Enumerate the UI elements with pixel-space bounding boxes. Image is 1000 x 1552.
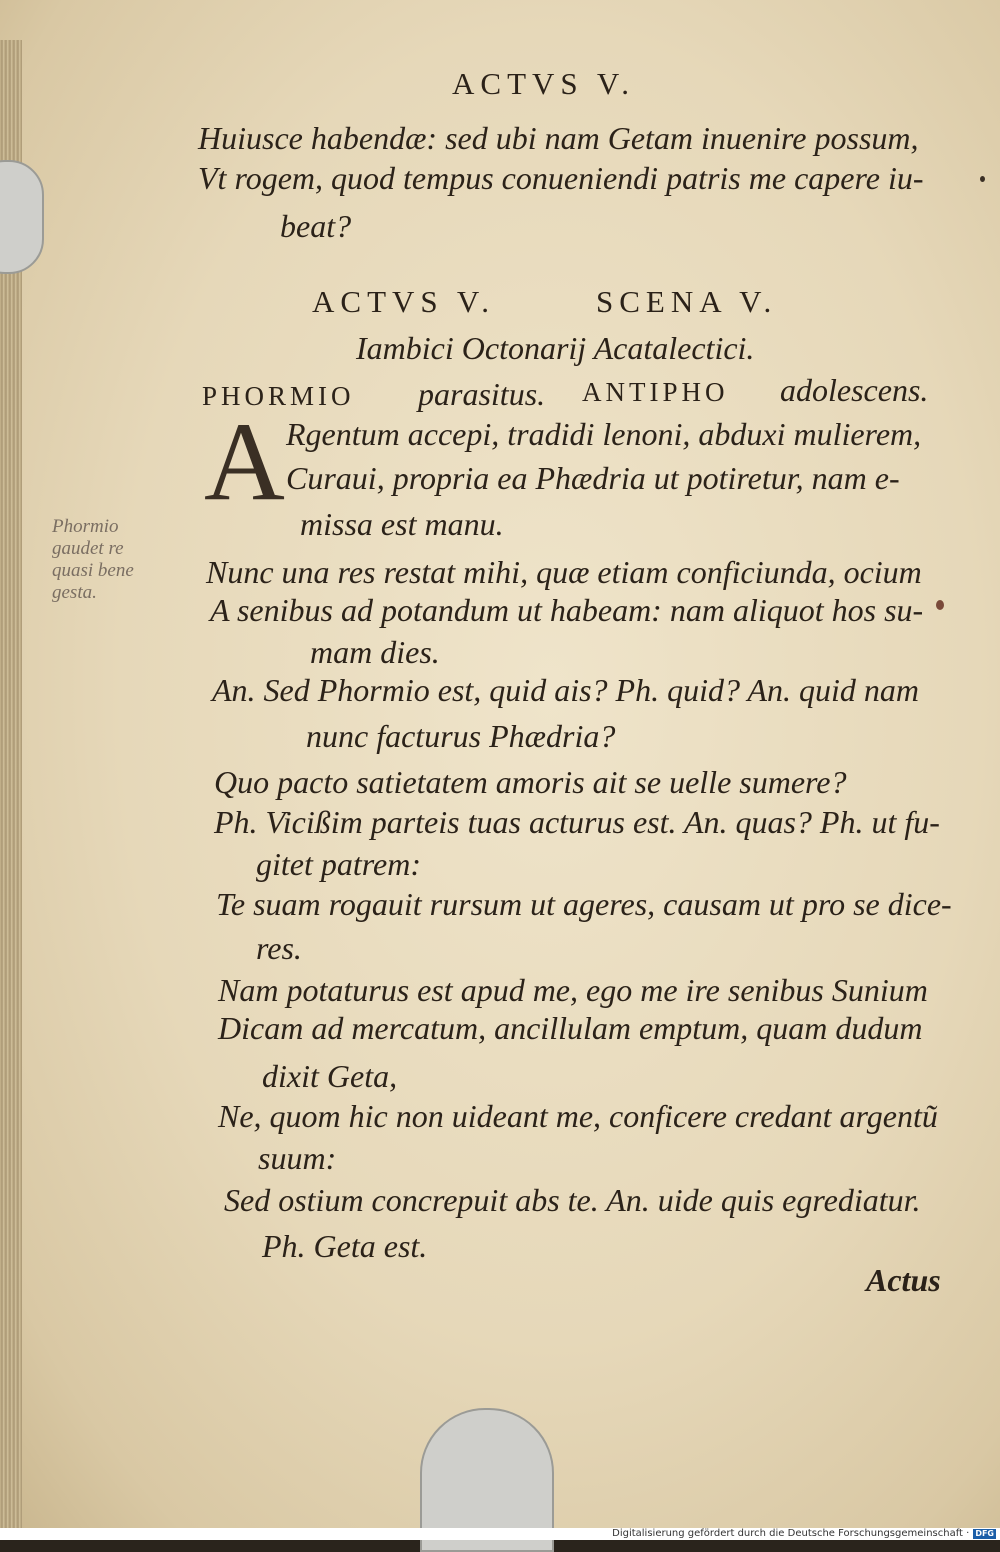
- persona-antipho: ANTIPHO: [582, 377, 729, 407]
- act-heading: ACTVS V.: [312, 284, 495, 319]
- text-line: Dicam ad mercatum, ancillulam emptum, quam dudum: [218, 1010, 923, 1046]
- margin-note-line: Phormio: [52, 516, 119, 537]
- text-line: Te suam rogauit rursum ut ageres, causam ut pro se dice-: [216, 886, 952, 922]
- digitization-footer: [0, 1528, 1000, 1540]
- text-line: Nam potaturus est apud me, ego me ire senibus Sunium: [218, 972, 928, 1008]
- persona-role: parasitus.: [418, 376, 546, 412]
- meter-line: Iambici Octonarij Acatalectici.: [356, 330, 755, 366]
- text-line: nunc facturus Phædria?: [306, 718, 616, 754]
- text-line: gitet patrem:: [256, 846, 421, 882]
- text-line: An. Sed Phormio est, quid ais? Ph. quid? An. quid nam: [212, 672, 919, 708]
- scene-heading: SCENA V.: [596, 284, 778, 319]
- persona-role: adolescens.: [780, 372, 929, 408]
- text-line: Ne, quom hic non uideant me, conficere credant argentũ: [218, 1098, 938, 1134]
- catchword: Actus: [866, 1262, 941, 1298]
- ink-stain: [936, 600, 944, 610]
- book-clip-left: [0, 160, 44, 274]
- margin-note: [52, 516, 134, 604]
- text-line: res.: [256, 930, 302, 966]
- ink-dot: [980, 176, 985, 182]
- text-line: beat?: [280, 208, 352, 244]
- margin-note-line: gesta.: [52, 582, 97, 603]
- persona-phormio: PHORMIO: [202, 381, 355, 411]
- text-line: A senibus ad potandum ut habeam: nam aliquot hos su-: [210, 592, 924, 628]
- footer-credit: Digitalisierung gefördert durch die Deutsche Forschungsgemeinschaft ·: [612, 1528, 970, 1539]
- running-title: ACTVS V.: [452, 66, 635, 101]
- text-line: dixit Geta,: [262, 1058, 398, 1094]
- text-line: missa est manu.: [300, 506, 504, 542]
- dfg-logo-icon: DFG: [975, 1529, 994, 1538]
- margin-note-line: quasi bene: [52, 560, 134, 581]
- text-line: mam dies.: [310, 634, 440, 670]
- text-line: Sed ostium concrepuit abs te. An. uide quis egrediatur.: [224, 1182, 921, 1218]
- text-line: suum:: [258, 1140, 337, 1176]
- text-line: Ph. Vicißim parteis tuas acturus est. An. quas? Ph. ut fu-: [214, 804, 940, 840]
- text-line: Vt rogem, quod tempus conueniendi patris me capere iu-: [198, 160, 924, 196]
- text-line: Huiusce habendæ: sed ubi nam Getam inuenire possum,: [198, 120, 919, 156]
- margin-note-line: gaudet re: [52, 538, 124, 559]
- text-line: Ph. Geta est.: [262, 1228, 428, 1264]
- text-line: Nunc una res restat mihi, quæ etiam conficiunda, ocium: [206, 554, 922, 590]
- text-line: Rgentum accepi, tradidi lenoni, abduxi mulierem,: [286, 416, 922, 452]
- drop-capital: A: [204, 400, 285, 524]
- text-line: Curaui, propria ea Phædria ut potiretur, nam e-: [286, 460, 900, 496]
- text-line: Quo pacto satietatem amoris ait se uelle sumere?: [214, 764, 847, 800]
